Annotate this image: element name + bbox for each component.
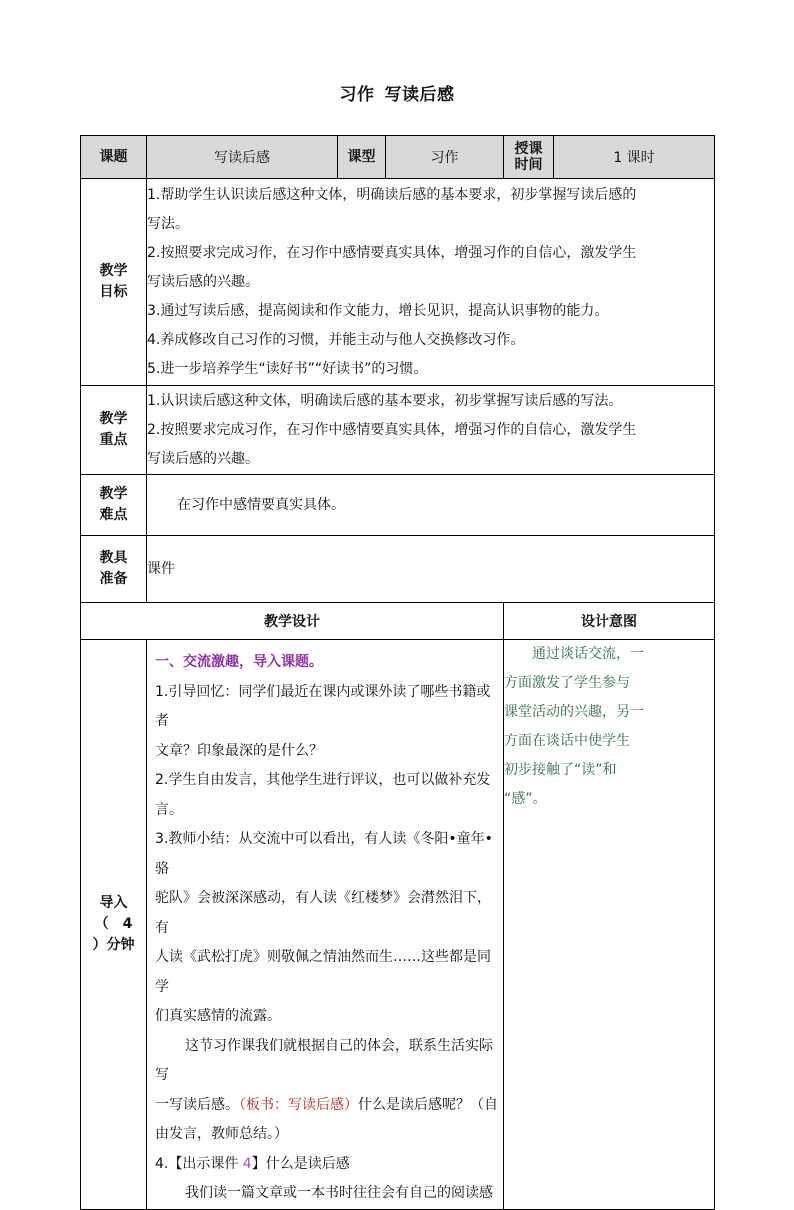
intent-line: 初步接触了“读”和: [504, 762, 617, 778]
goals-line: 3.通过写读后感，提高阅读和作文能力，增长见识，提高认识事物的能力。: [147, 302, 609, 319]
intro-line: 3.教师小结：从交流中可以看出，有人读《冬阳•童年•骆: [155, 831, 493, 877]
type-value: 习作: [386, 136, 504, 179]
goals-line: 写读后感的兴趣。: [147, 273, 259, 290]
intro-line: 人读《武松打虎》则敬佩之情油然而生……这些都是同学: [155, 949, 491, 995]
difficulties-label-line-2: 难点: [99, 507, 128, 523]
lesson-plan-table: [80, 135, 715, 1210]
intro-row: [81, 640, 715, 1210]
materials-label-line-1: 教具: [99, 550, 128, 566]
intro-label-line-1: 导入: [99, 894, 128, 911]
materials-row: [81, 536, 715, 603]
materials-text: 课件: [147, 560, 175, 577]
type-label: 课型: [338, 136, 386, 179]
intro-intent: [504, 640, 715, 1210]
intro-line: 1.引导回忆：同学们最近在课内或课外读了哪些书籍或者: [155, 683, 491, 729]
key-points-line: 写读后感的兴趣。: [147, 450, 259, 467]
intro-content: [147, 640, 504, 1210]
slide-number: 4: [238, 1155, 252, 1172]
title-part-2: 写读后感: [384, 85, 455, 105]
intro-line: 由发言，教师总结。）: [155, 1126, 288, 1142]
key-points-label: [81, 386, 147, 475]
design-header-left: 教学设计: [81, 603, 504, 640]
goals-row: [81, 179, 715, 386]
intent-line: “感”。: [504, 791, 547, 807]
intent-line: 课堂活动的兴趣，另一: [504, 704, 644, 720]
goals-label-line-2: 目标: [99, 284, 128, 300]
header-row: [81, 136, 715, 179]
key-points-line: 1.认识读后感这种文体，明确读后感的基本要求，初步掌握写读后感的写法。: [147, 392, 623, 409]
time-label-line-1: 授课: [514, 141, 543, 157]
key-points-label-line-1: 教学: [99, 411, 128, 427]
blackboard-note: （板书：写读后感）: [239, 1096, 358, 1113]
goals-label: [81, 179, 147, 386]
intent-line: 通过谈话交流，一: [532, 646, 644, 662]
intro-line: 这节习作课我们就根据自己的体会，联系生活实际写: [155, 1037, 493, 1083]
intent-line: 方面激发了学生参与: [504, 675, 630, 691]
intro-line: 们真实感情的流露。: [155, 1008, 281, 1024]
key-points-label-line-2: 重点: [99, 432, 128, 448]
difficulties-row: [81, 475, 715, 536]
design-header-row: [81, 603, 715, 640]
time-label: [504, 136, 554, 179]
key-points-line: 2.按照要求完成习作，在习作中感情要真实具体，增强习作的自信心，激发学生: [147, 421, 637, 438]
key-points-row: [81, 386, 715, 475]
materials-label: [81, 536, 147, 603]
key-points-content: [147, 386, 715, 475]
page-title: [0, 80, 794, 105]
difficulties-label-line-1: 教学: [99, 486, 128, 502]
intro-line-part: 一写读后感。: [155, 1096, 239, 1113]
time-value: 1 课时: [554, 136, 715, 179]
goals-line: 1.帮助学生认识读后感这种文体，明确读后感的基本要求，初步掌握写读后感的: [147, 186, 637, 203]
intro-line: 驼队》会被深深感动，有人读《红楼梦》会潸然泪下，有: [155, 890, 491, 936]
goals-line: 写法。: [147, 215, 189, 232]
intro-line-part: 4.【出示课件: [155, 1155, 239, 1172]
intro-line: 文章？印象最深的是什么？: [155, 742, 323, 759]
materials-content: [147, 536, 715, 603]
difficulties-label: [81, 475, 147, 536]
intro-line: [155, 1091, 501, 1121]
goals-line: 4.养成修改自己习作的习惯，并能主动与他人交换修改习作。: [147, 331, 525, 348]
intro-line: 我们读一篇文章或一本书时往往会有自己的阅读感: [185, 1185, 493, 1201]
design-header-right: 设计意图: [504, 603, 715, 640]
intro-heading: 一、交流激趣，导入课题。: [155, 654, 323, 670]
goals-line: 5.进一步培养学生“读好书”“好读书”的习惯。: [147, 360, 428, 377]
materials-label-line-2: 准备: [99, 571, 128, 587]
intro-line-part: 什么是读后感呢？（自: [358, 1096, 498, 1113]
intro-label: [81, 640, 147, 1210]
title-part-1: 习作: [339, 85, 375, 105]
intro-line: 2.学生自由发言，其他学生进行评议，也可以做补充发言。: [155, 772, 491, 818]
goals-content: [147, 179, 715, 386]
topic-value: 写读后感: [147, 136, 338, 179]
difficulties-content: [147, 475, 715, 536]
intro-label-line-2: （ 4: [94, 915, 133, 932]
difficulties-text: 在习作中感情要真实具体。: [177, 496, 345, 513]
time-label-line-2: 时间: [514, 157, 543, 173]
intro-line: [155, 1150, 501, 1180]
goals-line: 2.按照要求完成习作，在习作中感情要真实具体，增强习作的自信心，激发学生: [147, 244, 637, 261]
goals-label-line-1: 教学: [99, 263, 128, 279]
intro-label-line-3: ）分钟: [92, 936, 135, 953]
topic-label: 课题: [81, 136, 147, 179]
intro-line-part: 】什么是读后感: [251, 1155, 350, 1172]
intent-line: 方面在谈话中使学生: [504, 733, 630, 749]
